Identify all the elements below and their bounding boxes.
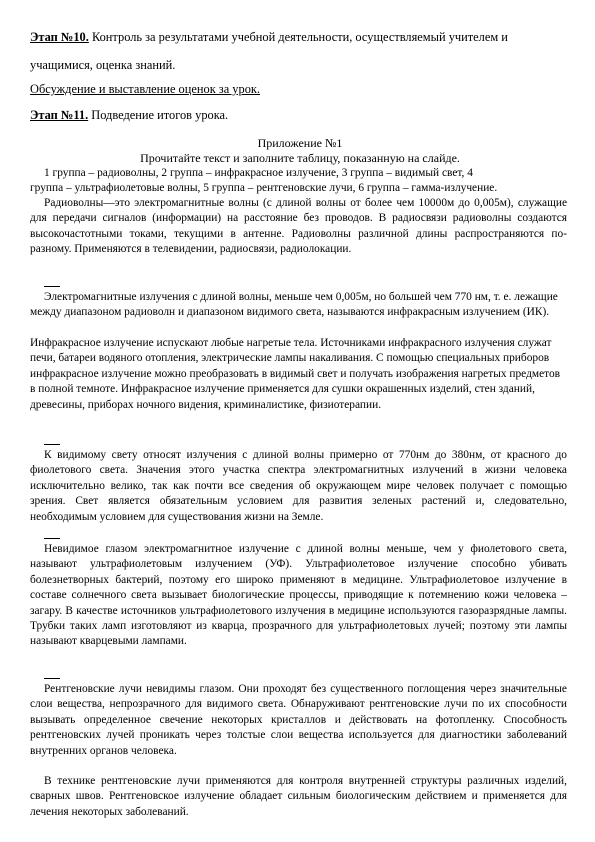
paragraph-infrared-1: Электромагнитные излучения с длиной волны, меньше чем 0,005м, но большей чем 770 нм, т. е. лежащие между диапазоном радиоволн и диапазоном видимого света, называются инфракрасным излучением (ИК). <box>30 291 558 319</box>
stage-11-text: Подведение итогов урока. <box>88 108 229 122</box>
stage-11-line <box>30 108 570 123</box>
paragraph-xray-2: В технике рентгеновские лучи применяются для контроля внутренней структуры различных изделий, сварных швов. Рентгеновское излучение обладает сильным биологическим действием и применяется для лечения некоторых заболеваний. <box>30 775 567 818</box>
separator-line <box>44 286 60 287</box>
discussion-heading: Обсуждение и выставление оценок за урок. <box>30 82 261 96</box>
stage-11-label: Этап №11. <box>30 108 89 122</box>
separator-line <box>44 678 60 679</box>
groups-line-2: группа – ультрафиолетовые волны, 5 группа – рентгеновские лучи, 6 группа – гамма-излучение. <box>30 182 498 194</box>
stage-10-line <box>30 30 570 45</box>
stage-10-continuation: учащимися, оценка знаний. <box>30 58 176 72</box>
paragraph-ultraviolet: Невидимое глазом электромагнитное излучение с длиной волны меньше, чем у фиолетового света, называют ультрафиолетовым излучением (УФ). Ультрафиолетовое излучение способно убивать болезнетворных бактерий, поэтому его широко применяют в медицине. Ультрафиолетовое излучение в составе солнечного света вызывает биологические процессы, приводящие к потемнению кожи человека – загару. В качестве источников ультрафиолетового излучения в медицине используются газоразрядные лампы. Трубки таких ламп изготовляют из кварца, прозрачного для ультрафиолетовых лучей; поэтому эти лампы называют кварцевыми лампами. <box>30 543 567 648</box>
groups-line-1: 1 группа – радиоволны, 2 группа – инфракрасное излучение, 3 группа – видимый свет, 4 <box>44 167 473 179</box>
separator-line <box>44 444 60 445</box>
stage-10-text: Контроль за результатами учебной деятельности, осуществляемый учителем и <box>88 30 508 44</box>
stage-10-label: Этап №10. <box>30 30 89 44</box>
paragraph-radio: Радиоволны—это электромагнитные волны (с длиной волны от более чем 10000м до 0,005м), служащие для передачи сигналов (информации) на расстояние без проводов. В радиосвязи радиоволны создаются высокочастотными токами, текущими в антенне. Радиоволны различной длины распространяются по-разному. Применяются в телевидении, радиосвязи, радиолокации. <box>30 197 567 256</box>
paragraph-xray-1: Рентгеновские лучи невидимы глазом. Они проходят без существенного поглощения через значительные слои вещества, непрозрачного для видимого света. Обнаруживают рентгеновские лучи по их способности вызывать определенное свечение некоторых кристаллов и действовать на фотопленку. Способность рентгеновских лучей проникать через толстые слои вещества используется для диагностики заболеваний внутренних органов человека. <box>30 683 567 757</box>
paragraph-visible: К видимому свету относят излучения с длиной волны примерно от 770нм до 380нм, от красного до фиолетового света. Значения этого участка спектра электромагнитных излучений в жизни человека исключительно велико, так как почти все сведения об окружающем мире человек получает с помощью зрения. Свет является обязательным условием для развития зеленых растений и, следовательно, необходимым условием для существования жизни на Земле. <box>30 449 567 523</box>
separator-line <box>44 538 60 539</box>
appendix-title: Приложение №1 <box>257 136 343 150</box>
appendix-instruction: Прочитайте текст и заполните таблицу, показанную на слайде. <box>140 151 460 165</box>
paragraph-infrared-2: Инфракрасное излучение испускают любые нагретые тела. Источниками инфракрасного излучения служат печи, батареи водяного отопления, электрические лампы накаливания. С помощью специальных приборов инфракрасное излучение можно преобразовать в видимый свет и получать изображения нагретых предметов в полной темноте. Инфракрасное излучение применяется для сушки окрашенных изделий, стен зданий, древесины, приборах ночного видения, криминалистике, физиотерапии. <box>30 337 561 411</box>
